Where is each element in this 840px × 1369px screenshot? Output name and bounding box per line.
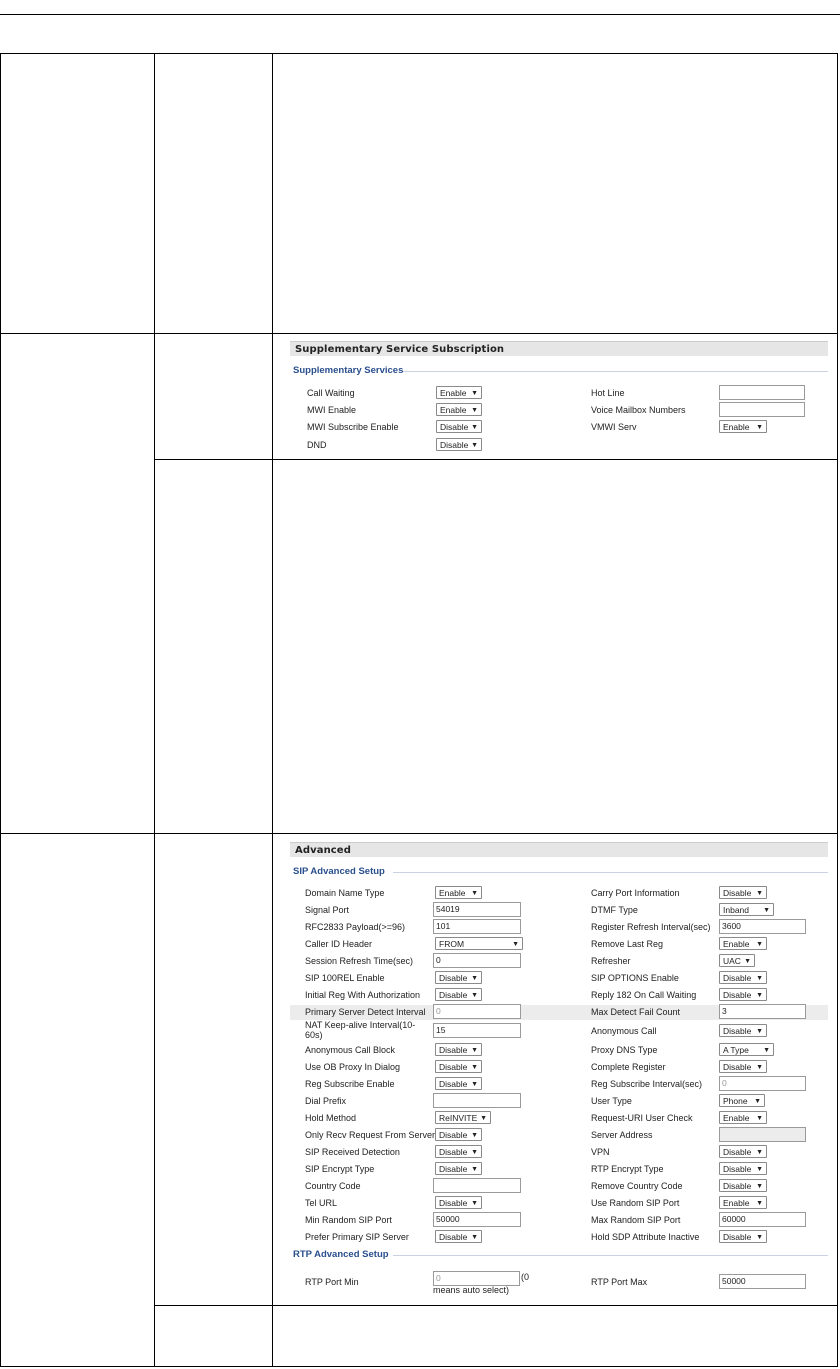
dropdown-select[interactable] — [719, 954, 755, 967]
field-label: Dial Prefix — [305, 1096, 347, 1106]
panel-title: Advanced — [290, 842, 828, 857]
text-input[interactable] — [433, 1093, 521, 1108]
rtp-port-min-input[interactable]: 0 — [433, 1271, 520, 1286]
dropdown-value: Disable — [439, 1130, 468, 1140]
dropdown-select[interactable] — [719, 903, 774, 916]
dropdown-value: Disable — [439, 1198, 468, 1208]
chevron-down-icon: ▼ — [471, 1064, 478, 1071]
setting-row — [290, 1111, 828, 1126]
chevron-down-icon: ▼ — [471, 442, 478, 449]
dropdown-value: Disable — [439, 990, 468, 1000]
dropdown-value: Enable — [440, 388, 467, 398]
field-note: (0 — [521, 1272, 530, 1282]
setting-row — [290, 1128, 828, 1143]
dropdown-value: Disable — [723, 1232, 752, 1242]
dropdown-value: Disable — [723, 1062, 752, 1072]
chevron-down-icon: ▼ — [763, 1047, 770, 1054]
setting-row — [290, 954, 828, 969]
row-divider-2 — [154, 459, 838, 460]
field-label: Anonymous Call — [591, 1026, 657, 1036]
section-heading: SIP Advanced Setup — [293, 866, 385, 877]
chevron-down-icon: ▼ — [512, 941, 519, 948]
dropdown-value: Disable — [440, 422, 469, 432]
dropdown-value: FROM — [439, 939, 465, 949]
setting-row — [290, 1213, 828, 1228]
setting-row — [290, 386, 828, 401]
dropdown-select[interactable] — [719, 1145, 767, 1158]
dropdown-value: Disable — [723, 973, 752, 983]
field-label: Reg Subscribe Enable — [305, 1079, 395, 1089]
chevron-down-icon: ▼ — [754, 1098, 761, 1105]
advanced-panel — [290, 842, 828, 1302]
field-label: DTMF Type — [591, 905, 638, 915]
rtp-port-max-input[interactable]: 50000 — [719, 1274, 806, 1289]
dropdown-value: Disable — [723, 990, 752, 1000]
dropdown-value: Enable — [723, 939, 750, 949]
field-label: Country Code — [305, 1181, 361, 1191]
field-label: Tel URL — [305, 1198, 338, 1208]
chevron-down-icon: ▼ — [471, 407, 478, 414]
text-input[interactable]: 3600 — [719, 919, 806, 934]
field-label: Min Random SIP Port — [305, 1215, 392, 1225]
field-label: SIP Received Detection — [305, 1147, 400, 1157]
chevron-down-icon: ▼ — [471, 992, 478, 999]
field-label: VPN — [591, 1147, 610, 1157]
setting-row — [290, 1094, 828, 1109]
section-rule — [393, 872, 828, 873]
setting-row — [290, 920, 828, 935]
dropdown-select[interactable] — [435, 988, 482, 1001]
text-input[interactable]: 0 — [433, 1004, 521, 1019]
dropdown-value: Disable — [439, 1164, 468, 1174]
setting-row — [290, 438, 828, 453]
column-divider-1 — [154, 53, 155, 1367]
chevron-down-icon: ▼ — [756, 1028, 763, 1035]
chevron-down-icon: ▼ — [756, 975, 763, 982]
dropdown-select[interactable] — [719, 1179, 767, 1192]
setting-row — [290, 903, 828, 918]
dropdown-value: UAC — [723, 956, 741, 966]
field-label: Use Random SIP Port — [591, 1198, 680, 1208]
chevron-down-icon: ▼ — [471, 1234, 478, 1241]
field-label: Hold SDP Attribute Inactive — [591, 1232, 700, 1242]
setting-row — [290, 420, 828, 435]
setting-row — [290, 971, 828, 986]
field-label: DND — [307, 440, 327, 450]
field-label: Signal Port — [305, 905, 350, 915]
field-label: Server Address — [591, 1130, 653, 1140]
dropdown-value: Enable — [723, 1113, 750, 1123]
field-label: Carry Port Information — [591, 888, 680, 898]
header-rule — [0, 14, 840, 15]
chevron-down-icon: ▼ — [471, 1149, 478, 1156]
field-label: Use OB Proxy In Dialog — [305, 1062, 401, 1072]
dropdown-select[interactable] — [719, 1024, 767, 1037]
dropdown-select[interactable] — [719, 1060, 767, 1073]
dropdown-value: Phone — [723, 1096, 748, 1106]
section-heading: RTP Advanced Setup — [293, 1249, 389, 1260]
row-divider-1 — [0, 333, 838, 334]
chevron-down-icon: ▼ — [756, 424, 763, 431]
text-input[interactable]: 0 — [433, 953, 521, 968]
dropdown-value: Disable — [439, 1147, 468, 1157]
dropdown-value: Enable — [439, 888, 466, 898]
dropdown-select[interactable] — [719, 988, 767, 1001]
chevron-down-icon: ▼ — [744, 958, 751, 965]
dropdown-select[interactable] — [719, 1162, 767, 1175]
field-label: Max Random SIP Port — [591, 1215, 681, 1225]
field-label: Reg Subscribe Interval(sec) — [591, 1079, 703, 1089]
field-label: Call Waiting — [307, 388, 355, 398]
text-input[interactable] — [719, 1127, 806, 1142]
dropdown-select[interactable] — [435, 1196, 482, 1209]
dropdown-select[interactable] — [719, 1094, 765, 1107]
chevron-down-icon: ▼ — [756, 1115, 763, 1122]
dropdown-select[interactable] — [719, 971, 767, 984]
chevron-down-icon: ▼ — [756, 1149, 763, 1156]
dropdown-value: Inband — [723, 905, 749, 915]
chevron-down-icon: ▼ — [756, 1200, 763, 1207]
field-label: Domain Name Type — [305, 888, 385, 898]
rtp-port-row — [290, 1272, 828, 1295]
dropdown-select[interactable] — [435, 1162, 482, 1175]
dropdown-value: Disable — [723, 1164, 752, 1174]
text-input[interactable]: 54019 — [433, 902, 521, 917]
chevron-down-icon: ▼ — [480, 1115, 487, 1122]
dropdown-select[interactable] — [719, 1196, 767, 1209]
field-label: SIP OPTIONS Enable — [591, 973, 679, 983]
column-divider-2 — [272, 53, 273, 1367]
dropdown-value: Disable — [440, 440, 469, 450]
supplementary-panel — [290, 341, 828, 456]
setting-row — [290, 1196, 828, 1211]
chevron-down-icon: ▼ — [471, 1200, 478, 1207]
dropdown-select[interactable] — [435, 1077, 482, 1090]
dropdown-select[interactable] — [435, 886, 482, 899]
chevron-down-icon: ▼ — [471, 390, 478, 397]
field-label: Session Refresh Time(sec) — [305, 956, 414, 966]
setting-row — [290, 1043, 828, 1058]
chevron-down-icon: ▼ — [471, 1132, 478, 1139]
text-input[interactable]: 101 — [433, 919, 521, 934]
dropdown-value: Disable — [723, 888, 752, 898]
text-input[interactable]: 50000 — [433, 1212, 521, 1227]
field-label: MWI Enable — [307, 405, 357, 415]
dropdown-select[interactable] — [719, 420, 767, 433]
field-label: Complete Register — [591, 1062, 666, 1072]
text-input[interactable]: 3 — [719, 1004, 806, 1019]
field-label: Voice Mailbox Numbers — [591, 405, 686, 415]
field-label: Anonymous Call Block — [305, 1045, 396, 1055]
dropdown-value: Disable — [439, 1045, 468, 1055]
dropdown-select[interactable] — [435, 971, 482, 984]
setting-row — [290, 1145, 828, 1160]
dropdown-value: ReINVITE — [439, 1113, 478, 1123]
field-label: Only Recv Request From Server — [305, 1130, 436, 1140]
field-label: Caller ID Header — [305, 939, 373, 949]
field-label: Prefer Primary SIP Server — [305, 1232, 409, 1242]
field-label: User Type — [591, 1096, 632, 1106]
field-label: SIP Encrypt Type — [305, 1164, 375, 1174]
field-label: NAT Keep-alive Interval(10-60s) — [305, 1020, 416, 1040]
chevron-down-icon: ▼ — [471, 424, 478, 431]
section-rule — [393, 1255, 828, 1256]
setting-row — [290, 988, 828, 1003]
field-label: Primary Server Detect Interval — [305, 1007, 426, 1017]
field-note: means auto select) — [433, 1285, 510, 1295]
dropdown-select[interactable] — [435, 1230, 482, 1243]
dropdown-value: Disable — [439, 1232, 468, 1242]
chevron-down-icon: ▼ — [756, 890, 763, 897]
dropdown-value: Enable — [440, 405, 467, 415]
field-label: RTP Port Max — [591, 1277, 648, 1287]
dropdown-select[interactable] — [435, 1111, 491, 1124]
setting-row — [290, 1060, 828, 1075]
setting-row — [290, 1230, 828, 1245]
field-label: VMWI Serv — [591, 422, 637, 432]
chevron-down-icon: ▼ — [471, 1047, 478, 1054]
text-input[interactable] — [433, 1178, 521, 1193]
chevron-down-icon: ▼ — [471, 975, 478, 982]
setting-row — [290, 937, 828, 952]
setting-row — [290, 1162, 828, 1177]
section-rule — [403, 371, 828, 372]
dropdown-select[interactable] — [436, 386, 482, 399]
setting-row — [290, 1020, 828, 1040]
dropdown-value: Disable — [723, 1026, 752, 1036]
chevron-down-icon: ▼ — [756, 1166, 763, 1173]
dropdown-select[interactable] — [435, 1043, 482, 1056]
field-label: Register Refresh Interval(sec) — [591, 922, 711, 932]
dropdown-select[interactable] — [719, 1111, 767, 1124]
field-label: Proxy DNS Type — [591, 1045, 658, 1055]
setting-row — [290, 1077, 828, 1092]
chevron-down-icon: ▼ — [471, 890, 478, 897]
field-label: Hot Line — [591, 388, 625, 398]
text-input[interactable]: 60000 — [719, 1212, 806, 1227]
dropdown-select[interactable] — [719, 886, 767, 899]
dropdown-value: Disable — [439, 1079, 468, 1089]
field-label: Remove Country Code — [591, 1181, 683, 1191]
field-label: RFC2833 Payload(>=96) — [305, 922, 406, 932]
chevron-down-icon: ▼ — [471, 1166, 478, 1173]
dropdown-value: Disable — [723, 1181, 752, 1191]
dropdown-select[interactable] — [436, 403, 482, 416]
dropdown-select[interactable] — [436, 438, 482, 451]
field-label: Refresher — [591, 956, 631, 966]
row-divider-3 — [0, 833, 838, 834]
setting-row — [290, 1005, 828, 1020]
chevron-down-icon: ▼ — [756, 1234, 763, 1241]
chevron-down-icon: ▼ — [471, 1081, 478, 1088]
setting-row — [290, 1179, 828, 1194]
field-label: RTP Encrypt Type — [591, 1164, 664, 1174]
chevron-down-icon: ▼ — [756, 992, 763, 999]
setting-row — [290, 403, 828, 418]
row-divider-4 — [154, 1305, 838, 1306]
chevron-down-icon: ▼ — [756, 941, 763, 948]
dropdown-select[interactable] — [719, 937, 767, 950]
chevron-down-icon: ▼ — [756, 1064, 763, 1071]
text-input[interactable] — [719, 402, 805, 417]
chevron-down-icon: ▼ — [763, 907, 770, 914]
text-input[interactable]: 15 — [433, 1023, 521, 1038]
field-label: Hold Method — [305, 1113, 357, 1123]
field-label: MWI Subscribe Enable — [307, 422, 399, 432]
dropdown-select[interactable] — [719, 1043, 774, 1056]
field-label: Request-URI User Check — [591, 1113, 693, 1123]
panel-title: Supplementary Service Subscription — [290, 341, 828, 356]
dropdown-value: Enable — [723, 1198, 750, 1208]
dropdown-value: Disable — [723, 1147, 752, 1157]
dropdown-select[interactable] — [435, 1060, 482, 1073]
chevron-down-icon: ▼ — [756, 1183, 763, 1190]
dropdown-value: Disable — [439, 973, 468, 983]
dropdown-select[interactable] — [435, 1128, 482, 1141]
field-label: RTP Port Min — [305, 1277, 359, 1287]
text-input[interactable]: 0 — [719, 1076, 806, 1091]
dropdown-select[interactable] — [436, 420, 482, 433]
dropdown-value: Disable — [439, 1062, 468, 1072]
field-label: Max Detect Fail Count — [591, 1007, 681, 1017]
dropdown-select[interactable] — [719, 1230, 767, 1243]
dropdown-select[interactable] — [435, 1145, 482, 1158]
field-label: SIP 100REL Enable — [305, 973, 385, 983]
setting-row — [290, 886, 828, 901]
section-heading: Supplementary Services — [293, 365, 404, 376]
dropdown-value: A Type — [723, 1045, 749, 1055]
field-label: Remove Last Reg — [591, 939, 664, 949]
dropdown-value: Enable — [723, 422, 750, 432]
dropdown-select[interactable] — [435, 937, 523, 950]
field-label: Initial Reg With Authorization — [305, 990, 421, 1000]
text-input[interactable] — [719, 385, 805, 400]
field-label: Reply 182 On Call Waiting — [591, 990, 697, 1000]
